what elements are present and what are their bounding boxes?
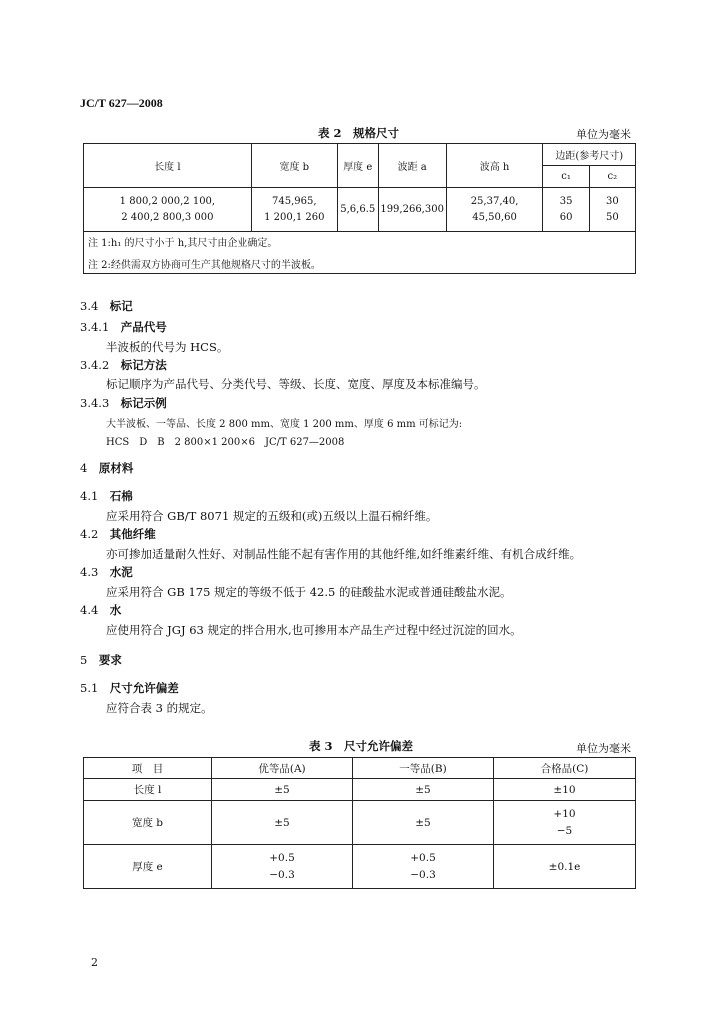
table-row: 厚度 e +0.5 −0.3 +0.5 −0.3 ±0.1e [84,845,636,889]
table2 [83,143,636,274]
table2-caption: 表 2 规格尺寸 [318,126,400,140]
section-4-3-heading: 4.3 水泥 [80,565,133,579]
section-3-4-3-heading: 3.4.3 标记示例 [80,396,167,410]
section-4-2-text: 亦可掺加适量耐久性好、对制品性能不起有害作用的其他纤维,如纤维素纤维、有机合成纤维。 [106,547,582,561]
section-4-2-heading: 4.2 其他纤维 [80,527,156,541]
table3-caption: 表 3 尺寸允许偏差 [309,739,414,753]
cell-thickness: 5,6,6.5 [337,188,378,232]
section-5-1-heading: 5.1 尺寸允许偏差 [80,681,179,695]
table3 [83,757,636,889]
section-4-3-text: 应采用符合 GB 175 规定的等级不低于 42.5 的硅酸盐水泥或普通硅酸盐水泥。 [106,585,512,599]
th3-b: 一等品(B) [353,758,494,779]
cell-height: 25,37,40, 45,50,60 [446,188,543,232]
section-3-4-3-text2: HCS D B 2 800×1 200×6 JC/T 627—2008 [106,437,345,448]
document-header: JC/T 627—2008 [80,96,163,110]
section-3-4-1-text: 半波板的代号为 HCS。 [106,340,229,354]
table-row: 宽度 b ±5 ±5 +10 −5 [84,801,636,845]
th-height: 波高 h [446,144,543,188]
cell-c1: 35 60 [543,188,589,232]
th-length: 长度 l [84,144,252,188]
table2-note1: 注 1:h₁ 的尺寸小于 h,其尺寸由企业确定。 [88,238,278,249]
section-4-heading: 4 原材料 [80,461,134,475]
cell-pitch: 199,266,300 [378,188,446,232]
section-3-4-2-text: 标记顺序为产品代号、分类代号、等级、长度、宽度、厚度及本标准编号。 [106,377,486,391]
table-row: 长度 l ±5 ±5 ±10 [84,779,636,801]
th-edge: 边距(参考尺寸) [543,144,636,166]
cell-width: 745,965, 1 200,1 260 [251,188,337,232]
th-pitch: 波距 a [378,144,446,188]
cell-c2: 30 50 [589,188,635,232]
page-number: 2 [91,956,98,969]
table3-unit: 单位为毫米 [576,742,631,755]
table2-unit: 单位为毫米 [576,128,631,141]
section-4-1-text: 应采用符合 GB/T 8071 规定的五级和(或)五级以上温石棉纤维。 [106,509,438,523]
th-c1: c₁ [543,166,589,188]
section-5-heading: 5 要求 [80,653,122,667]
th3-a: 优等品(A) [212,758,353,779]
th-c2: c₂ [589,166,635,188]
table2-note2: 注 2:经供需双方协商可生产其他规格尺寸的半波板。 [88,260,321,271]
section-4-4-text: 应使用符合 JGJ 63 规定的拌合用水,也可掺用本产品生产过程中经过沉淀的回水。 [106,623,522,637]
th3-item: 项 目 [84,758,212,779]
table2-notes [84,232,636,274]
th-width: 宽度 b [251,144,337,188]
th3-c: 合格品(C) [494,758,636,779]
th-thickness: 厚度 e [337,144,378,188]
section-4-1-heading: 4.1 石棉 [80,489,133,503]
section-3-4-heading: 3.4 标记 [80,299,133,313]
section-3-4-3-text1: 大半波板、一等品、长度 2 800 mm、宽度 1 200 mm、厚度 6 mm 可标记为: [106,419,463,430]
section-4-4-heading: 4.4 水 [80,603,122,617]
section-3-4-2-heading: 3.4.2 标记方法 [80,358,167,372]
section-3-4-1-heading: 3.4.1 产品代号 [80,320,167,334]
section-5-1-text: 应符合表 3 的规定。 [106,701,213,715]
cell-length: 1 800,2 000,2 100, 2 400,2 800,3 000 [84,188,252,232]
